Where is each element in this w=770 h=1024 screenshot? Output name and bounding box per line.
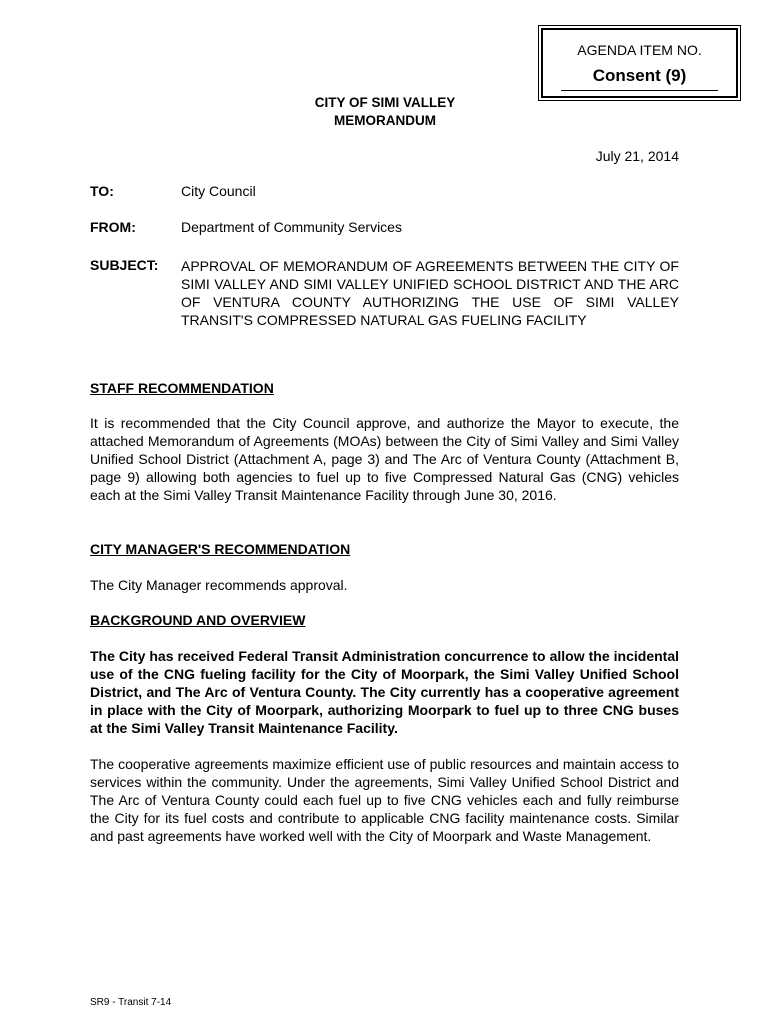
subject-label: SUBJECT: — [90, 257, 159, 273]
page-footer: SR9 - Transit 7-14 — [90, 997, 172, 1008]
from-value: Department of Community Services — [181, 219, 402, 235]
agenda-item-value: Consent (9) — [592, 66, 687, 85]
subject-value: APPROVAL OF MEMORANDUM OF AGREEMENTS BETWEEN THE CITY OF SIMI VALLEY AND SIMI VALLEY UNIFIED SCHOOL DISTRICT AND THE ARC OF VENTURA COUNTY AUTHORIZING THE USE OF SIMI VALLEY TRANSIT'S COMPRESSED NATURAL GAS FUELING FACILITY — [181, 258, 679, 328]
agenda-underline — [561, 90, 718, 91]
agenda-item-box — [541, 28, 738, 98]
to-label: TO: — [90, 183, 114, 199]
background-bold-text: The City has received Federal Transit Administration concurrence to allow the incidental use of the CNG fueling facility for the City of Moorpark, the Simi Valley Unified School District, and The Arc of Ventura County. The City currently has a cooperative agreement in place with the City of Moorpark, authorizing Moorpark to fuel up to three CNG buses at the Simi Valley Transit Maintenance Facility. — [90, 648, 679, 736]
memo-title: MEMORANDUM — [334, 113, 436, 128]
background-heading: BACKGROUND AND OVERVIEW — [90, 612, 306, 628]
city-manager-text: The City Manager recommends approval. — [90, 577, 348, 593]
staff-recommendation-text: It is recommended that the City Council approve, and authorize the Mayor to execute, the attached Memorandum of Agreements (MOAs) between the City of Simi Valley and Simi Valley Unified School District (Attachment A, page 3) and The Arc of Ventura County (Attachment B, page 9) allowing both agencies to fuel up to five Compressed Natural Gas (CNG) vehicles each at the Simi Valley Transit Maintenance Facility through June 30, 2016. — [90, 415, 679, 503]
to-value: City Council — [181, 183, 256, 199]
from-label: FROM: — [90, 219, 136, 235]
staff-recommendation-heading: STAFF RECOMMENDATION — [90, 380, 274, 396]
agenda-item-label: AGENDA ITEM NO. — [577, 42, 702, 58]
city-title: CITY OF SIMI VALLEY — [314, 95, 456, 110]
memo-date: July 21, 2014 — [595, 148, 679, 164]
city-manager-heading: CITY MANAGER'S RECOMMENDATION — [90, 541, 351, 557]
background-text: The cooperative agreements maximize efficient use of public resources and maintain access to services within the community. Under the agreements, Simi Valley Unified School District and The Arc of Ventura County could each fuel up to five CNG vehicles each and fully reimburse the City for its fuel costs and contribute to applicable CNG facility maintenance costs. Similar and past agreements have worked well with the City of Moorpark and Waste Management. — [90, 756, 679, 844]
